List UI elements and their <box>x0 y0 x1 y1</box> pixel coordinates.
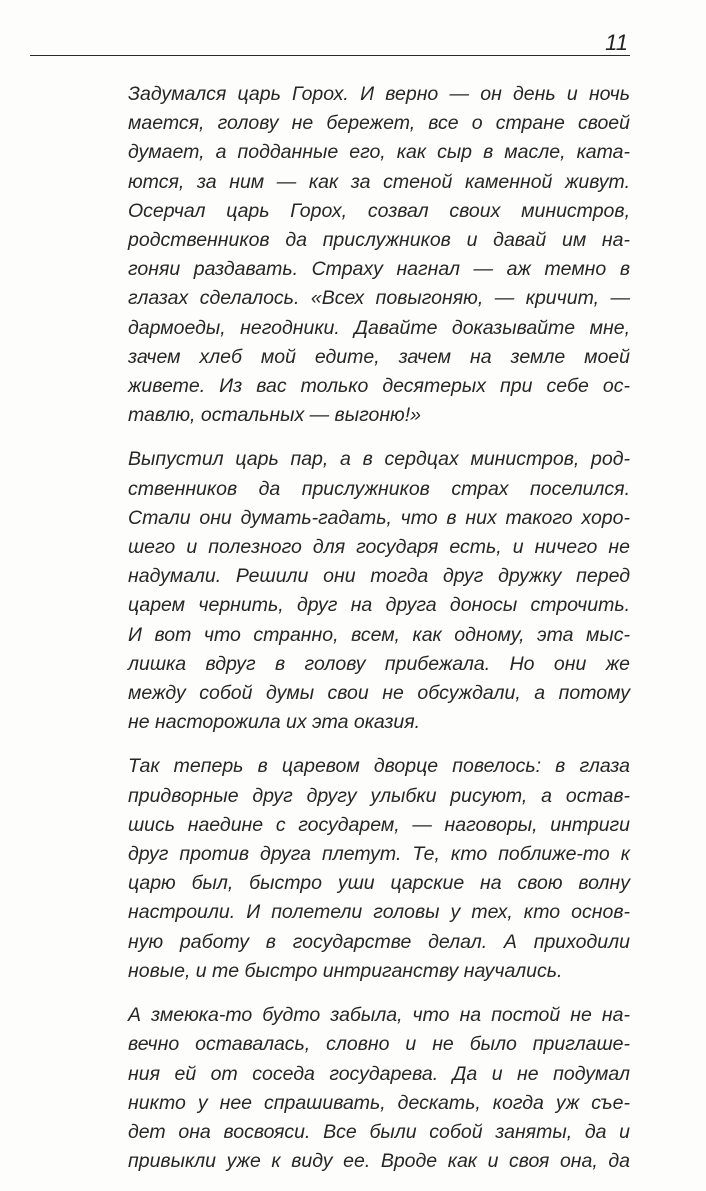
text-line: мается, голову не бережет, все о стране своей <box>128 112 630 135</box>
text-line: ную работу в государстве делал. А приходили <box>128 930 630 953</box>
text-line: вечно оставалась, словно и не было приглаше- <box>128 1033 630 1056</box>
text-line: царю был, быстро уши царские на свою волну <box>128 872 630 895</box>
text-line: придворные друг другу улыбки рисуют, а остав- <box>128 784 630 807</box>
text-line: дармоеды, негодники. Давайте доказывайте мне, <box>128 316 630 339</box>
text-line: шего и полезного для государя есть, и ничего не <box>128 536 630 559</box>
text-line: между собой думы свои не обсуждали, а потому <box>128 682 630 705</box>
text-line: друг против друга плетут. Те, кто поближе-то к <box>128 843 630 866</box>
text-line: царем чернить, друг на друга доносы строчить. <box>128 594 630 617</box>
text-line: новые, и те быстро интриганству научались. <box>128 959 563 982</box>
text-line: гоняи раздавать. Страху нагнал — аж темно в <box>128 258 630 281</box>
text-line: ния ей от соседа государева. Да и не подумал <box>128 1062 630 1085</box>
text-line: ственников да прислужников страх поселился. <box>128 477 630 500</box>
text-line: лишка вдруг в голову прибежала. Но они же <box>128 652 630 675</box>
paragraph-3 <box>128 752 630 986</box>
text-line: Осерчал царь Горох, созвал своих министров, <box>128 199 630 222</box>
paragraph-1 <box>128 80 630 430</box>
text-line: зачем хлеб мой едите, зачем на земле моей <box>128 345 630 368</box>
header-rule <box>30 55 630 56</box>
text-line: привыкли уже к виду ее. Вроде как и своя она, да <box>128 1150 630 1173</box>
text-line: родственников да прислужников и давай им на- <box>128 229 630 252</box>
text-line: никто у нее спрашивать, дескать, когда уж съе- <box>128 1091 630 1114</box>
text-line: надумали. Решили они тогда друг дружку перед <box>128 565 630 588</box>
text-line: А змеюка-то будто забыла, что на постой не на- <box>128 1004 630 1027</box>
text-line: Стали они думать-гадать, что в них такого хоро- <box>128 506 630 529</box>
text-line: ются, за ним — как за стеной каменной живут. <box>128 170 630 193</box>
text-line: не насторожила их эта оказия. <box>128 711 421 734</box>
text-line: думает, а подданные его, как сыр в масле, ката- <box>128 141 630 164</box>
text-line: дет она восвояси. Все были собой заняты, да и <box>128 1120 630 1143</box>
text-line: глазах сделалось. «Всех повыгоняю, — кричит, — <box>128 287 630 310</box>
text-line: шись наедине с государем, — наговоры, интриги <box>128 813 630 836</box>
text-line: Задумался царь Горох. И верно — он день и ночь <box>128 83 630 105</box>
text-line: Выпустил царь пар, а в сердцах министров, род- <box>128 448 630 471</box>
page-number: 11 <box>605 30 628 55</box>
paragraph-4 <box>128 1001 630 1176</box>
text-line: тавлю, остальных — выгоню!» <box>128 404 421 427</box>
text-line: Так теперь в царевом дворце повелось: в глаза <box>128 755 630 778</box>
text-line: настроили. И полетели головы у тех, кто основ- <box>128 901 630 924</box>
text-line: И вот что странно, всем, как одному, эта мыс- <box>128 623 630 646</box>
paragraph-2 <box>128 445 630 737</box>
body-text <box>128 80 630 1191</box>
text-line: живете. Из вас только десятерых при себе ос- <box>128 375 630 398</box>
